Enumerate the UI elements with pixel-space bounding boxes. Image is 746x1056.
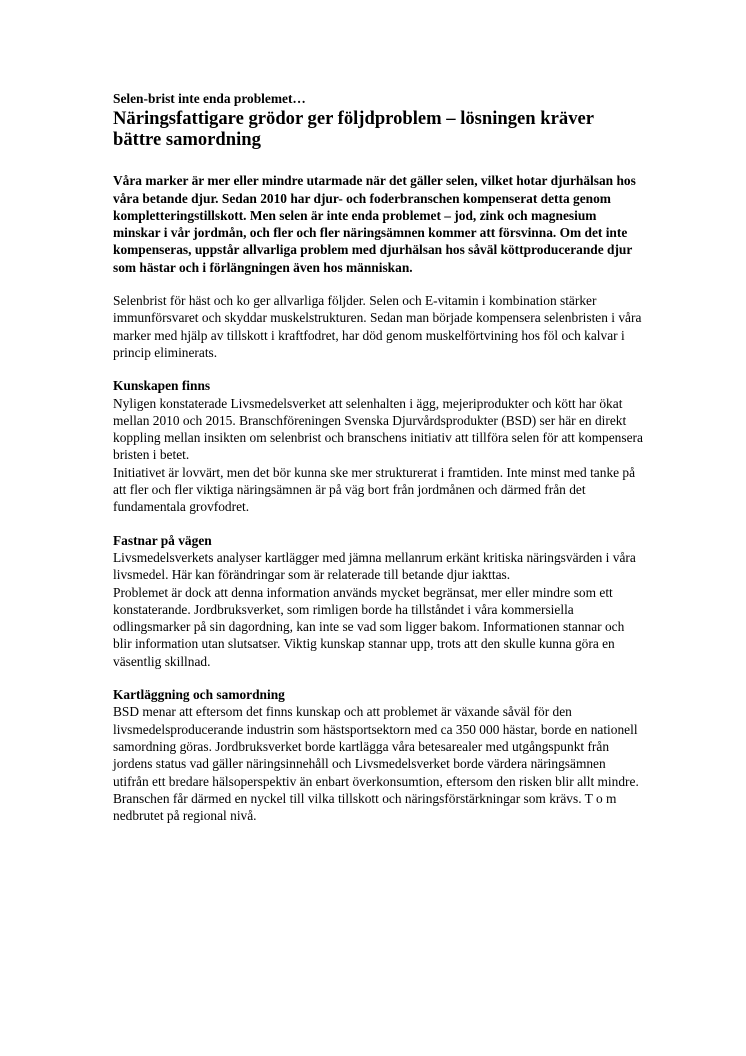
article-intro: Selenbrist för häst och ko ger allvarliga följder. Selen och E-vitamin i kombination stärker immunförsvaret och skyddar muskelstrukturen. Sedan man började kompensera selenbristen i våra marker med hjälp av tillskott i kraftfodret, har död genom muskelförtvining hos föl och kalvar i princip eliminerats. xyxy=(113,293,642,360)
section-fastnar-pa-vagen xyxy=(113,532,643,670)
section-heading: Kartläggning och samordning xyxy=(113,687,285,703)
section-kartlaggning-och-samordning xyxy=(113,686,643,824)
section-paragraph: Initiativet är lovvärt, men det bör kunna ske mer strukturerat i framtiden. Inte minst med tanke på att fler och fler viktiga näringsämnen är på väg bort från jordmånen och därmed från det fundamentala grovfodret. xyxy=(113,464,636,515)
section-paragraph: Problemet är dock att denna information används mycket begränsat, mer eller mindre som ett konstaterande. Jordbruksverket, som rimligen borde ha tillståndet i våra kommersiella odlingsmarker på sin dagordning, kan inte se vad som ligger bakom. Informationen stannar och blir information utan slutsatser. Viktig kunskap stannar upp, trots att den skulle kunna göra en väsentlig skillnad. xyxy=(113,584,625,669)
section-heading: Fastnar på vägen xyxy=(113,532,212,548)
article-title: Näringsfattigare grödor ger följdproblem – lösningen kräver bättre samordning xyxy=(113,108,594,151)
article xyxy=(113,90,643,824)
section-heading: Kunskapen finns xyxy=(113,378,211,394)
section-paragraph: Livsmedelsverkets analyser kartlägger med jämna mellanrum erkänt kritiska näringsvärden i våra livsmedel. Här kan förändringar som är relaterade till betande djur iakttas. xyxy=(113,549,636,583)
section-kunskapen-finns xyxy=(113,377,643,515)
section-paragraph: Nyligen konstaterade Livsmedelsverket att selenhalten i ägg, mejeriprodukter och kött har ökat mellan 2010 och 2015. Branschföreningen Svenska Djurvårdsprodukter (BSD) ser här en direkt koppling mellan insikten om selenbrist och branschens initiativ att tillföra selen för att kompensera bristen i betet. xyxy=(113,395,643,463)
section-paragraph: BSD menar att eftersom det finns kunskap och att problemet är växande såväl för den livsmedelsproducerande industrin som hästsportsektorn med ca 350 000 hästar, borde en nationell samordning göras. Jordbruksverket borde kartlägga våra betesarealer med utgångspunkt från jordens status vad gäller näringsinnehåll och Livsmedelsverket borde värdera näringsämnen utifrån ett bredare hälsoperspektiv än enbart överkonsumtion, eftersom den risken blir allt mindre. xyxy=(113,704,639,789)
article-lead: Våra marker är mer eller mindre utarmade när det gäller selen, vilket hotar djurhälsan hos våra betande djur. Sedan 2010 har djur- och foderbranschen kompenserat detta genom kompletteringstillskott. Men selen är inte enda problemet – jod, zink och magnesium minskar i vår jordmån, och fler och fler näringsämnen kommer att försvinna. Om det inte kompenseras, uppstår allvarliga problem med djurhälsan hos såväl köttproducerande djur som hästar och i förlängningen även hos människan. xyxy=(113,173,636,275)
section-paragraph: Branschen får därmed en nyckel till vilka tillskott och näringsförstärkningar som krävs. T o m nedbrutet på regional nivå. xyxy=(113,790,617,824)
article-kicker: Selen-brist inte enda problemet… xyxy=(113,91,306,106)
